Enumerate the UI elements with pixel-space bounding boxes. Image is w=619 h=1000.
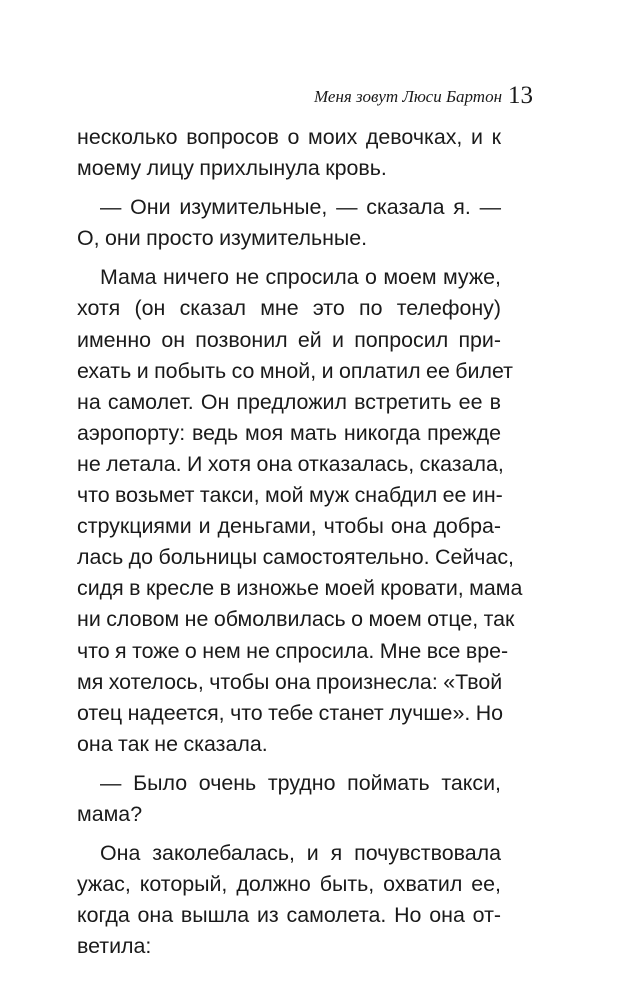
text-line: хотя (он сказал мне это по телефону) [77, 296, 501, 321]
text-line: на самолет. Он предложил встретить ее в [77, 389, 501, 414]
running-head-title: Меня зовут Люси Бартон [314, 87, 502, 106]
text-line: отец надеется, что тебе станет лучше». Но [77, 700, 504, 725]
text-line: лась до больницы самостоятельно. Сейчас, [77, 545, 514, 570]
text-line: несколько вопросов о моих девочках, и к [77, 125, 501, 149]
text-line: мя хотелось, чтобы она произнесла: «Твой [77, 669, 503, 694]
text-line: мама? [77, 801, 143, 826]
text-line: ветила: [77, 934, 152, 959]
text-line: ни словом не обмолвилась о моем отце, так [77, 607, 515, 632]
text-line: сидя в кресле в изножье моей кровати, мама [77, 576, 523, 601]
text-line: она так не сказала. [77, 731, 268, 756]
text-line: — Было очень трудно поймать такси, [100, 770, 501, 795]
text-line: что возьмет такси, мой муж снабдил ее ин- [77, 483, 503, 508]
text-line: когда она вышла из самолета. Но она от- [77, 903, 501, 928]
text-line: не летала. И хотя она отказалась, сказала, [77, 451, 504, 476]
text-line: ужас, который, должно быть, охватил ее, [77, 872, 501, 897]
text-line: ехать и побыть со мной, и оплатил ее билет [77, 358, 513, 383]
text-line: именно он позвонил ей и попросил при- [77, 327, 501, 352]
text-line: Мама ничего не спросила о моем муже, [100, 265, 501, 290]
body-text [77, 122, 523, 962]
text-line: О, они просто изумительные. [77, 226, 368, 251]
text-line: аэропорту: ведь моя мать никогда прежде [77, 420, 501, 445]
text-line: моему лицу прихлынула кровь. [77, 156, 387, 181]
text-line: — Они изумительные, — сказала я. — [100, 195, 501, 220]
text-line: струкциями и деньгами, чтобы она добра- [77, 514, 501, 539]
text-line: что я тоже о нем не спросила. Мне все вре- [77, 638, 509, 663]
text-line: Она заколебалась, и я почувствовала [100, 841, 501, 866]
page-number: 13 [508, 82, 533, 109]
